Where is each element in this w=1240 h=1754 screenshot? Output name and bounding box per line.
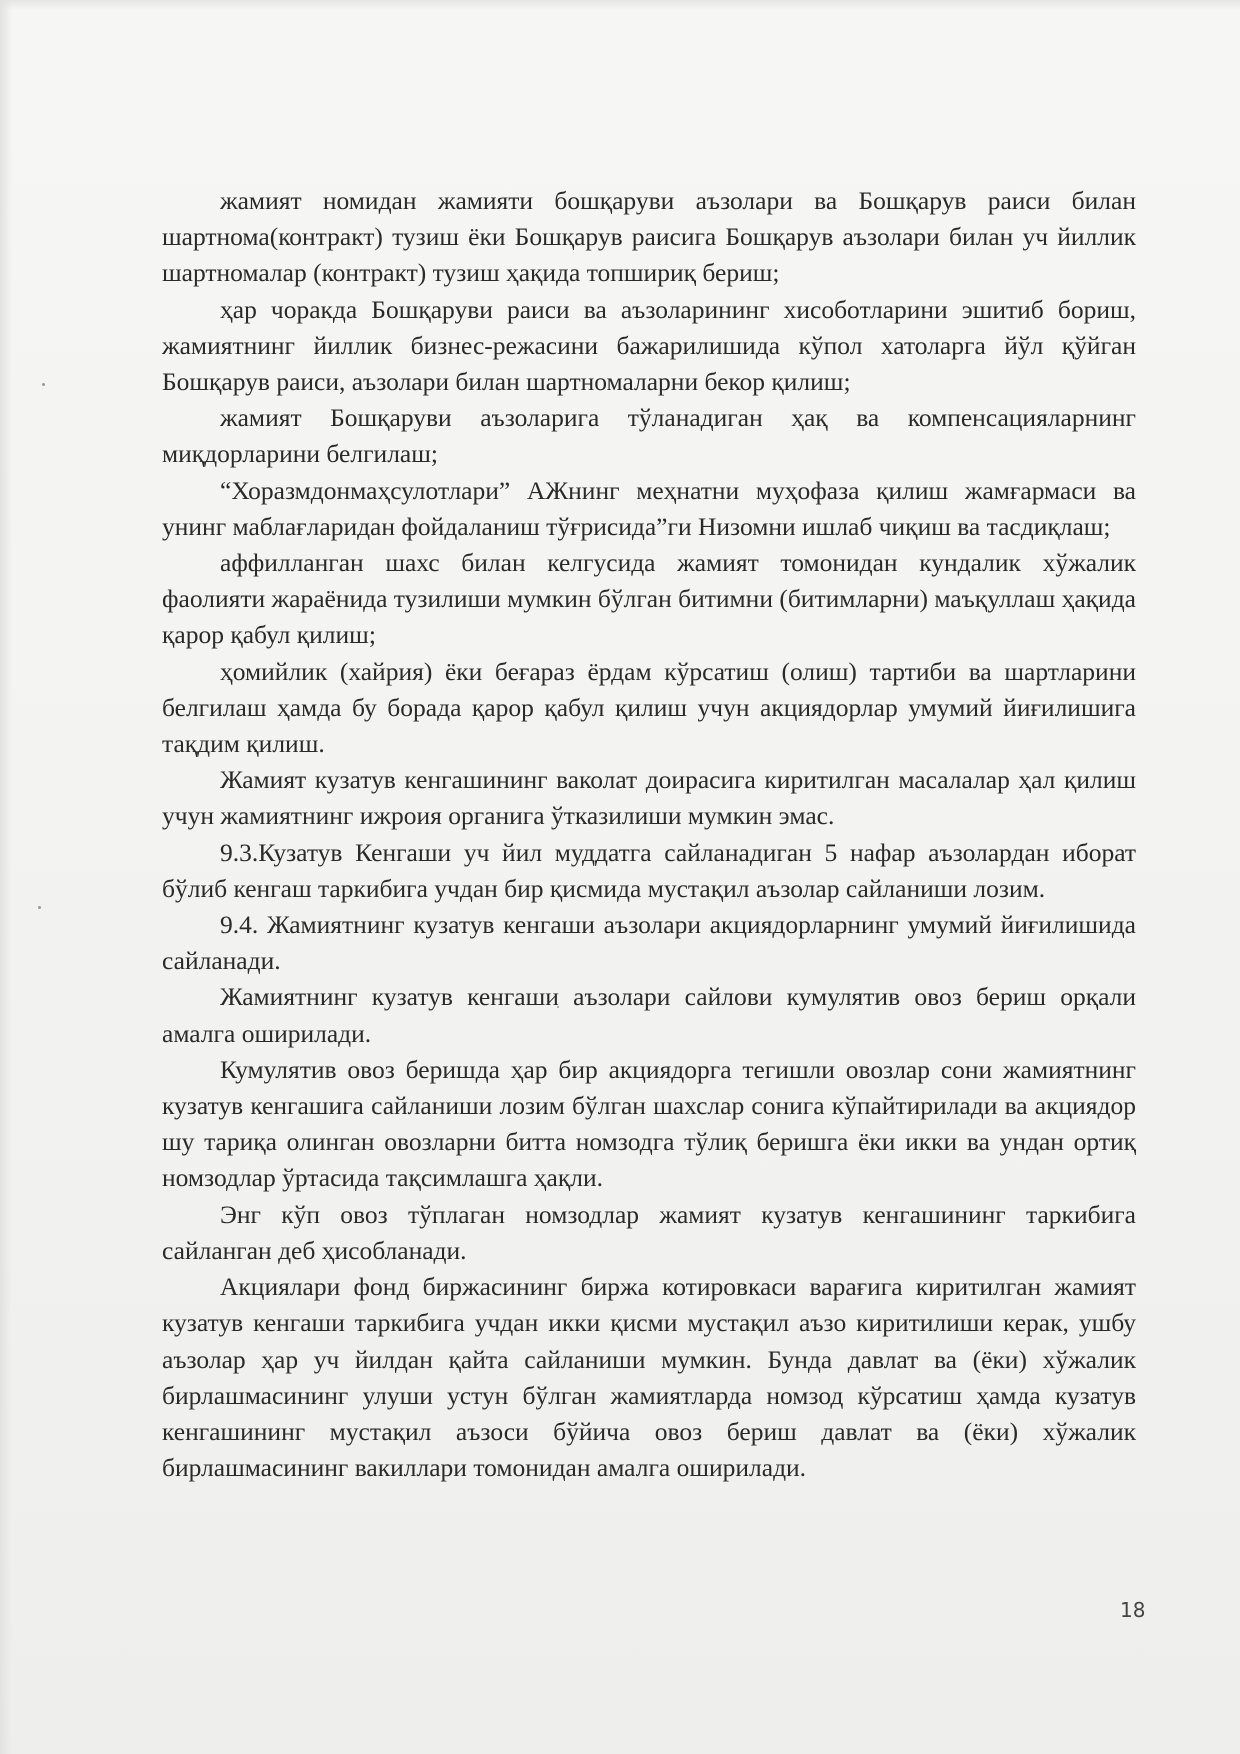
- paragraph: “Хоразмдонмаҳсулотлари” АЖнинг меҳнатни муҳофаза қилиш жамғармаси ва унинг маблағларидан фойдаланиш тўғрисида”ги Низомни ишлаб чиқиш ва тасдиқлаш;: [162, 475, 1136, 541]
- page-number: 18: [1120, 1598, 1146, 1622]
- paragraph: Акциялари фонд биржасининг биржа котировкаси варағига киритилган жамият кузатув кенгаши таркибига учдан икки қисми мустақил аъзо киритилиши керак, ушбу аъзолар ҳар уч йилдан қайта сайланиши мумкин. Бунда давлат ва (ёки) хўжалик бирлашмасининг улуши устун бўлган жамиятларда номзод кўрсатиш ҳамда кузатув кенгашининг мустақил аъзоси бўйича овоз бериш давлат ва (ёки) хўжалик бирлашмасининг вакиллари томонидан амалга оширилади.: [162, 1272, 1136, 1483]
- paragraph: жамият номидан жамияти бошқаруви аъзолари ва Бошқарув раиси билан шартнома(контракт) тузиш ёки Бошқарув раисига Бошқарув аъзолари билан уч йиллик шартномалар (контракт) тузиш ҳақида топшириқ бериш;: [162, 186, 1136, 288]
- paragraph: ҳар чоракда Бошқаруви раиси ва аъзоларининг хисоботларини эшитиб бориш, жамиятнинг йиллик бизнес-режасини бажарилишида кўпол хатоларга йўл қўйган Бошқарув раиси, аъзолари билан шартномаларни бекор қилиш;: [162, 294, 1136, 397]
- scan-speck: [38, 906, 41, 909]
- paragraph: жамият Бошқаруви аъзоларига тўланадиган ҳақ ва компенсацияларнинг миқдорларини белгилаш;: [162, 403, 1136, 469]
- paragraph: Кумулятив овоз беришда ҳар бир акциядорга тегишли овозлар сони жамиятнинг кузатув кенгашига сайланиши лозим бўлган шахслар сонига кўпайтирилади ва акциядор шу тариқа олинган овозларни битта номзодга тўлиқ беришга ёки икки ва ундан ортиқ номзодлар ўртасида тақсимлашга ҳақли.: [162, 1054, 1136, 1193]
- paragraph: аффилланган шахс билан келгусида жамият томонидан кундалик хўжалик фаолияти жараёнида тузилиши мумкин бўлган битимни (битимларни) маъқуллаш ҳақида қарор қабул қилиш;: [162, 548, 1136, 650]
- paragraph: Жамиятнинг кузатув кенгаши аъзолари сайлови кумулятив овоз бериш орқали амалга оширилади.: [162, 982, 1136, 1048]
- body-text: [162, 183, 1136, 1486]
- scan-speck: [42, 383, 45, 386]
- paragraph: 9.4. Жамиятнинг кузатув кенгаши аъзолари акциядорларнинг умумий йиғилишида сайланади.: [162, 910, 1136, 976]
- paragraph: Жамият кузатув кенгашининг ваколат доирасига киритилган масалалар ҳал қилиш учун жамиятнинг ижроия органига ўтказилиши мумкин эмас.: [162, 765, 1136, 831]
- scan-edge-top: [0, 0, 1240, 10]
- paragraph: ҳомийлик (хайрия) ёки беғараз ёрдам кўрсатиш (олиш) тартиби ва шартларини белгилаш ҳамда бу борада қарор қабул қилиш учун акциядорлар умумий йиғилишига тақдим қилиш.: [162, 656, 1136, 759]
- paragraph: 9.3.Кузатув Кенгаши уч йил муддатга сайланадиган 5 нафар аъзолардан иборат бўлиб кенгаш таркибига учдан бир қисмида мустақил аъзолар сайланиши лозим.: [162, 837, 1136, 903]
- scan-edge-left: [0, 0, 12, 1754]
- paragraph: Энг кўп овоз тўплаган номзодлар жамият кузатув кенгашининг таркибига сайланган деб ҳисобланади.: [162, 1199, 1136, 1265]
